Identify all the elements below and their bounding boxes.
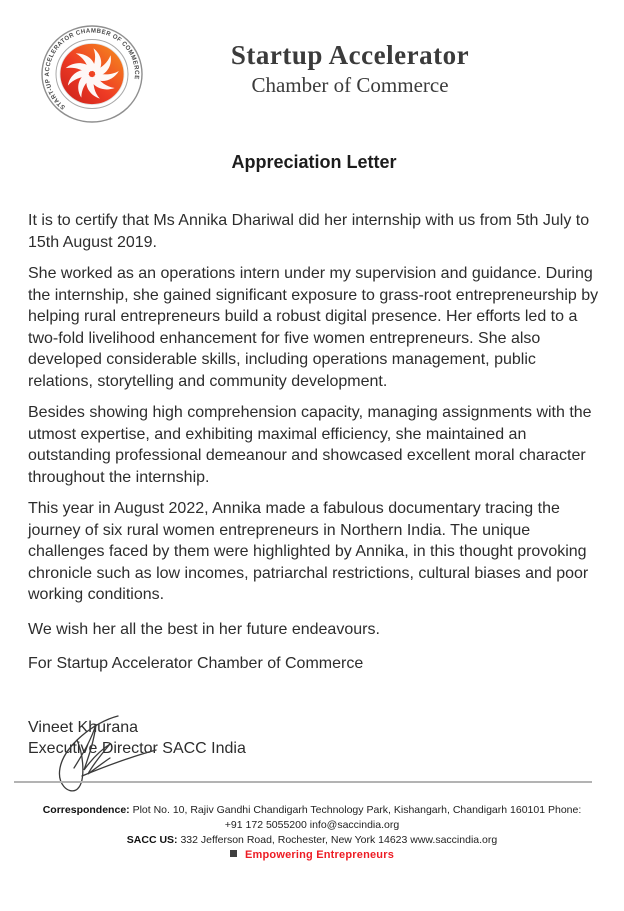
correspondence-label: Correspondence: <box>42 804 130 816</box>
sacc-us-line <box>127 834 497 846</box>
correspondence-line <box>43 804 582 831</box>
letter-title: Appreciation Letter <box>231 152 397 172</box>
org-name: Startup Accelerator <box>230 40 470 70</box>
footer-divider <box>14 781 592 783</box>
closing-line: For Startup Accelerator Chamber of Commerce <box>28 655 364 672</box>
signatory-block <box>28 717 600 760</box>
org-title-block <box>190 40 510 98</box>
signatory-title: Executive Director SACC India <box>28 740 246 757</box>
letterhead <box>0 0 624 132</box>
square-bullet-icon <box>230 850 237 857</box>
sacc-logo-icon <box>40 24 144 124</box>
paragraph-documentary: This year in August 2022, Annika made a fabulous documentary tracing the journey of six rural women entrepreneurs in Northern India. The unique challenges faced by them were highlighted by Annika, in this thought provoking chronicle such as low incomes, patriarchal restrictions, cultural biases and poor working conditions. <box>28 500 589 603</box>
tagline-text: Empowering Entrepreneurs <box>244 849 395 861</box>
sacc-us-text: 332 Jefferson Road, Rochester, New York 14623 www.saccindia.org <box>177 834 498 846</box>
paragraph-wishes: We wish her all the best in her future endeavours. <box>28 620 380 638</box>
org-subtitle: Chamber of Commerce <box>251 73 449 97</box>
tagline-row <box>0 849 624 861</box>
paragraph-certify: It is to certify that Ms Annika Dhariwal did her internship with us from 5th July to 15th August 2019. <box>28 212 590 251</box>
footer-address-block <box>36 803 588 848</box>
paragraph-conduct: Besides showing high comprehension capacity, managing assignments with the utmost expertise, and exhibiting maximal efficiency, she maintained an outstanding professional demeanour and showcased excellent moral character throughout the internship. <box>28 404 592 486</box>
signatory-name: Vineet Khurana <box>28 718 139 736</box>
letter-body <box>0 152 624 760</box>
paragraph-work: She worked as an operations intern under my supervision and guidance. During the internship, she gained significant exposure to grass-root entrepreneurship by helping rural entrepreneurs build a robust digital presence. Her efforts led to a two-fold livelihood enhancement for five women entrepreneurs. She also developed considerable skills, including operations management, public relations, storytelling and community development. <box>28 265 599 390</box>
logo-ring-text: START-UP ACCELERATOR CHAMBER OF COMMERCE <box>43 27 141 111</box>
sacc-us-label: SACC US: <box>126 834 178 846</box>
correspondence-text: Plot No. 10, Rajiv Gandhi Chandigarh Technology Park, Kishangarh, Chandigarh 160101 Phone: +91 172 5055200 info@saccindia.org <box>129 804 582 831</box>
letter-footer <box>0 781 624 861</box>
